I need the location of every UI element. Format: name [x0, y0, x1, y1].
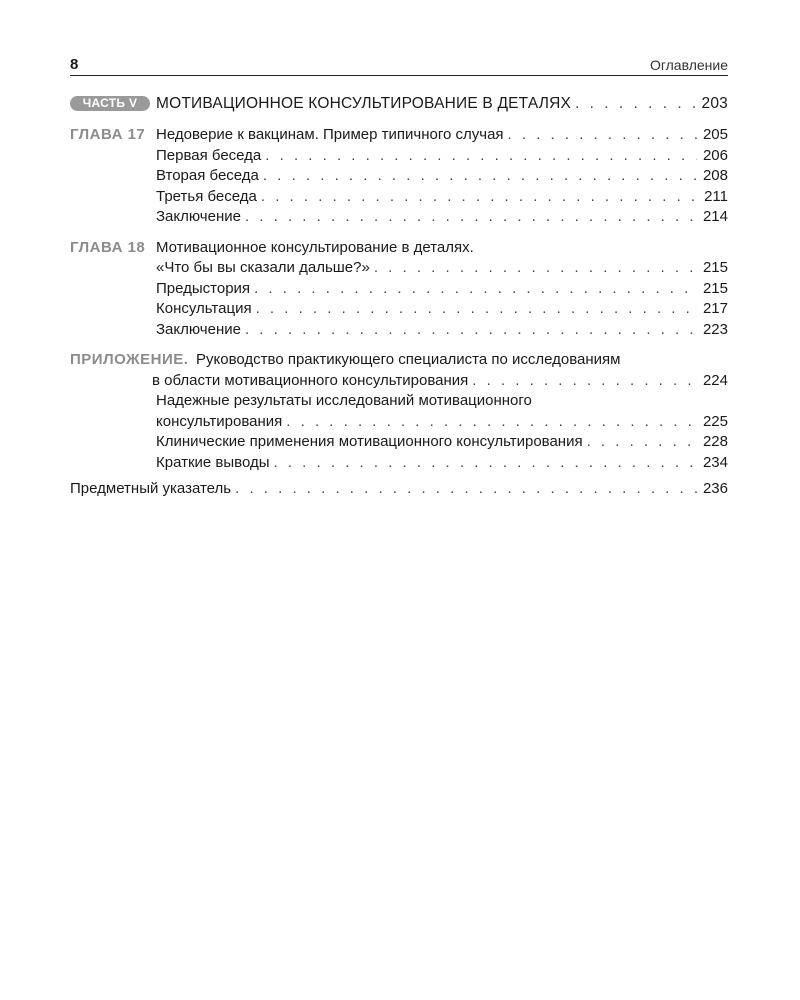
toc-entry-page: 223	[702, 321, 728, 338]
page-number: 8	[70, 56, 79, 73]
toc-entry-title: Недоверие к вакцинам. Пример типичного случая	[156, 126, 504, 143]
header-rule	[70, 75, 728, 76]
part-badge: ЧАСТЬ V	[70, 96, 150, 111]
toc-entry-index[interactable]	[70, 479, 728, 499]
toc-entry-title: Третья беседа	[156, 188, 257, 205]
toc-entry-section[interactable]	[156, 279, 728, 299]
toc-leader-dots	[472, 371, 697, 391]
toc-entry-title: Консультация	[156, 300, 252, 317]
toc-entry-page: 205	[702, 126, 728, 143]
toc-leader-dots	[508, 125, 697, 145]
toc-entry-page: 234	[702, 454, 728, 471]
toc-entry-title: в области мотивационного консультирования	[152, 372, 469, 389]
toc-entry-page: 215	[702, 280, 728, 297]
toc-leader-dots	[245, 320, 697, 340]
toc-entry-section[interactable]	[156, 320, 728, 340]
toc-leader-dots	[245, 207, 697, 227]
toc-entry-section[interactable]	[156, 166, 728, 186]
toc-entry-title: Первая беседа	[156, 147, 262, 164]
page-header	[70, 56, 728, 76]
toc-entry-appendix[interactable]	[152, 371, 728, 391]
toc-entry-page: 224	[702, 372, 728, 389]
toc-entry-chapter-18-title-line1[interactable]: Мотивационное консультирование в деталях.	[156, 239, 474, 256]
toc-entry-page: 214	[702, 208, 728, 225]
toc-leader-dots	[265, 146, 697, 166]
toc-entry-section[interactable]	[156, 453, 728, 473]
toc-entry-title: Клинические применения мотивационного консультирования	[156, 433, 583, 450]
toc-leader-dots	[261, 187, 698, 207]
toc-entry-section[interactable]	[156, 146, 728, 166]
toc-entry-page: 203	[701, 95, 728, 112]
toc-leader-dots	[286, 412, 697, 432]
toc-entry-title: Предыстория	[156, 280, 251, 297]
toc-entry-title: Заключение	[156, 321, 241, 338]
chapter-17-label: ГЛАВА 17	[70, 126, 146, 143]
appendix-label: ПРИЛОЖЕНИЕ.	[70, 351, 189, 368]
toc-leader-dots	[256, 299, 697, 319]
toc-leader-dots	[374, 258, 697, 278]
toc-entry-title: «Что бы вы сказали дальше?»	[156, 259, 370, 276]
toc-entry-section-title-line1[interactable]: Надежные результаты исследований мотивационного	[156, 392, 532, 409]
toc-leader-dots	[587, 432, 697, 452]
toc-entry-section[interactable]	[156, 432, 728, 452]
running-title: Оглавление	[649, 57, 728, 73]
toc-entry-page: 206	[702, 147, 728, 164]
toc-entry-chapter-18[interactable]	[156, 258, 728, 278]
toc-leader-dots	[274, 453, 697, 473]
toc-entry-part-5[interactable]	[156, 94, 728, 114]
toc-entry-chapter-17[interactable]	[156, 125, 728, 145]
toc-entry-section[interactable]	[156, 187, 728, 207]
toc-entry-page: 217	[702, 300, 728, 317]
toc-entry-page: 228	[702, 433, 728, 450]
toc-entry-title: Предметный указатель	[70, 480, 232, 497]
toc-entry-page: 225	[702, 413, 728, 430]
chapter-18-label: ГЛАВА 18	[70, 239, 146, 256]
toc-entry-title: Заключение	[156, 208, 241, 225]
toc-entry-page: 208	[702, 167, 728, 184]
toc-entry-page: 211	[704, 188, 728, 205]
toc-leader-dots	[263, 166, 697, 186]
toc-entry-section[interactable]	[156, 299, 728, 319]
toc-entry-title: МОТИВАЦИОННОЕ КОНСУЛЬТИРОВАНИЕ В ДЕТАЛЯХ	[156, 95, 572, 112]
toc-entry-page: 236	[702, 480, 728, 497]
toc-entry-page: 215	[702, 259, 728, 276]
toc-leader-dots	[575, 94, 696, 114]
toc-leader-dots	[235, 479, 697, 499]
toc-entry-title: Краткие выводы	[156, 454, 270, 471]
toc-entry-section[interactable]	[156, 207, 728, 227]
toc-entry-section[interactable]	[156, 412, 728, 432]
toc-entry-title: Вторая беседа	[156, 167, 259, 184]
toc-entry-title: консультирования	[156, 413, 283, 430]
toc-leader-dots	[254, 279, 697, 299]
toc-entry-appendix-title-line1[interactable]: Руководство практикующего специалиста по исследованиям	[196, 351, 621, 368]
